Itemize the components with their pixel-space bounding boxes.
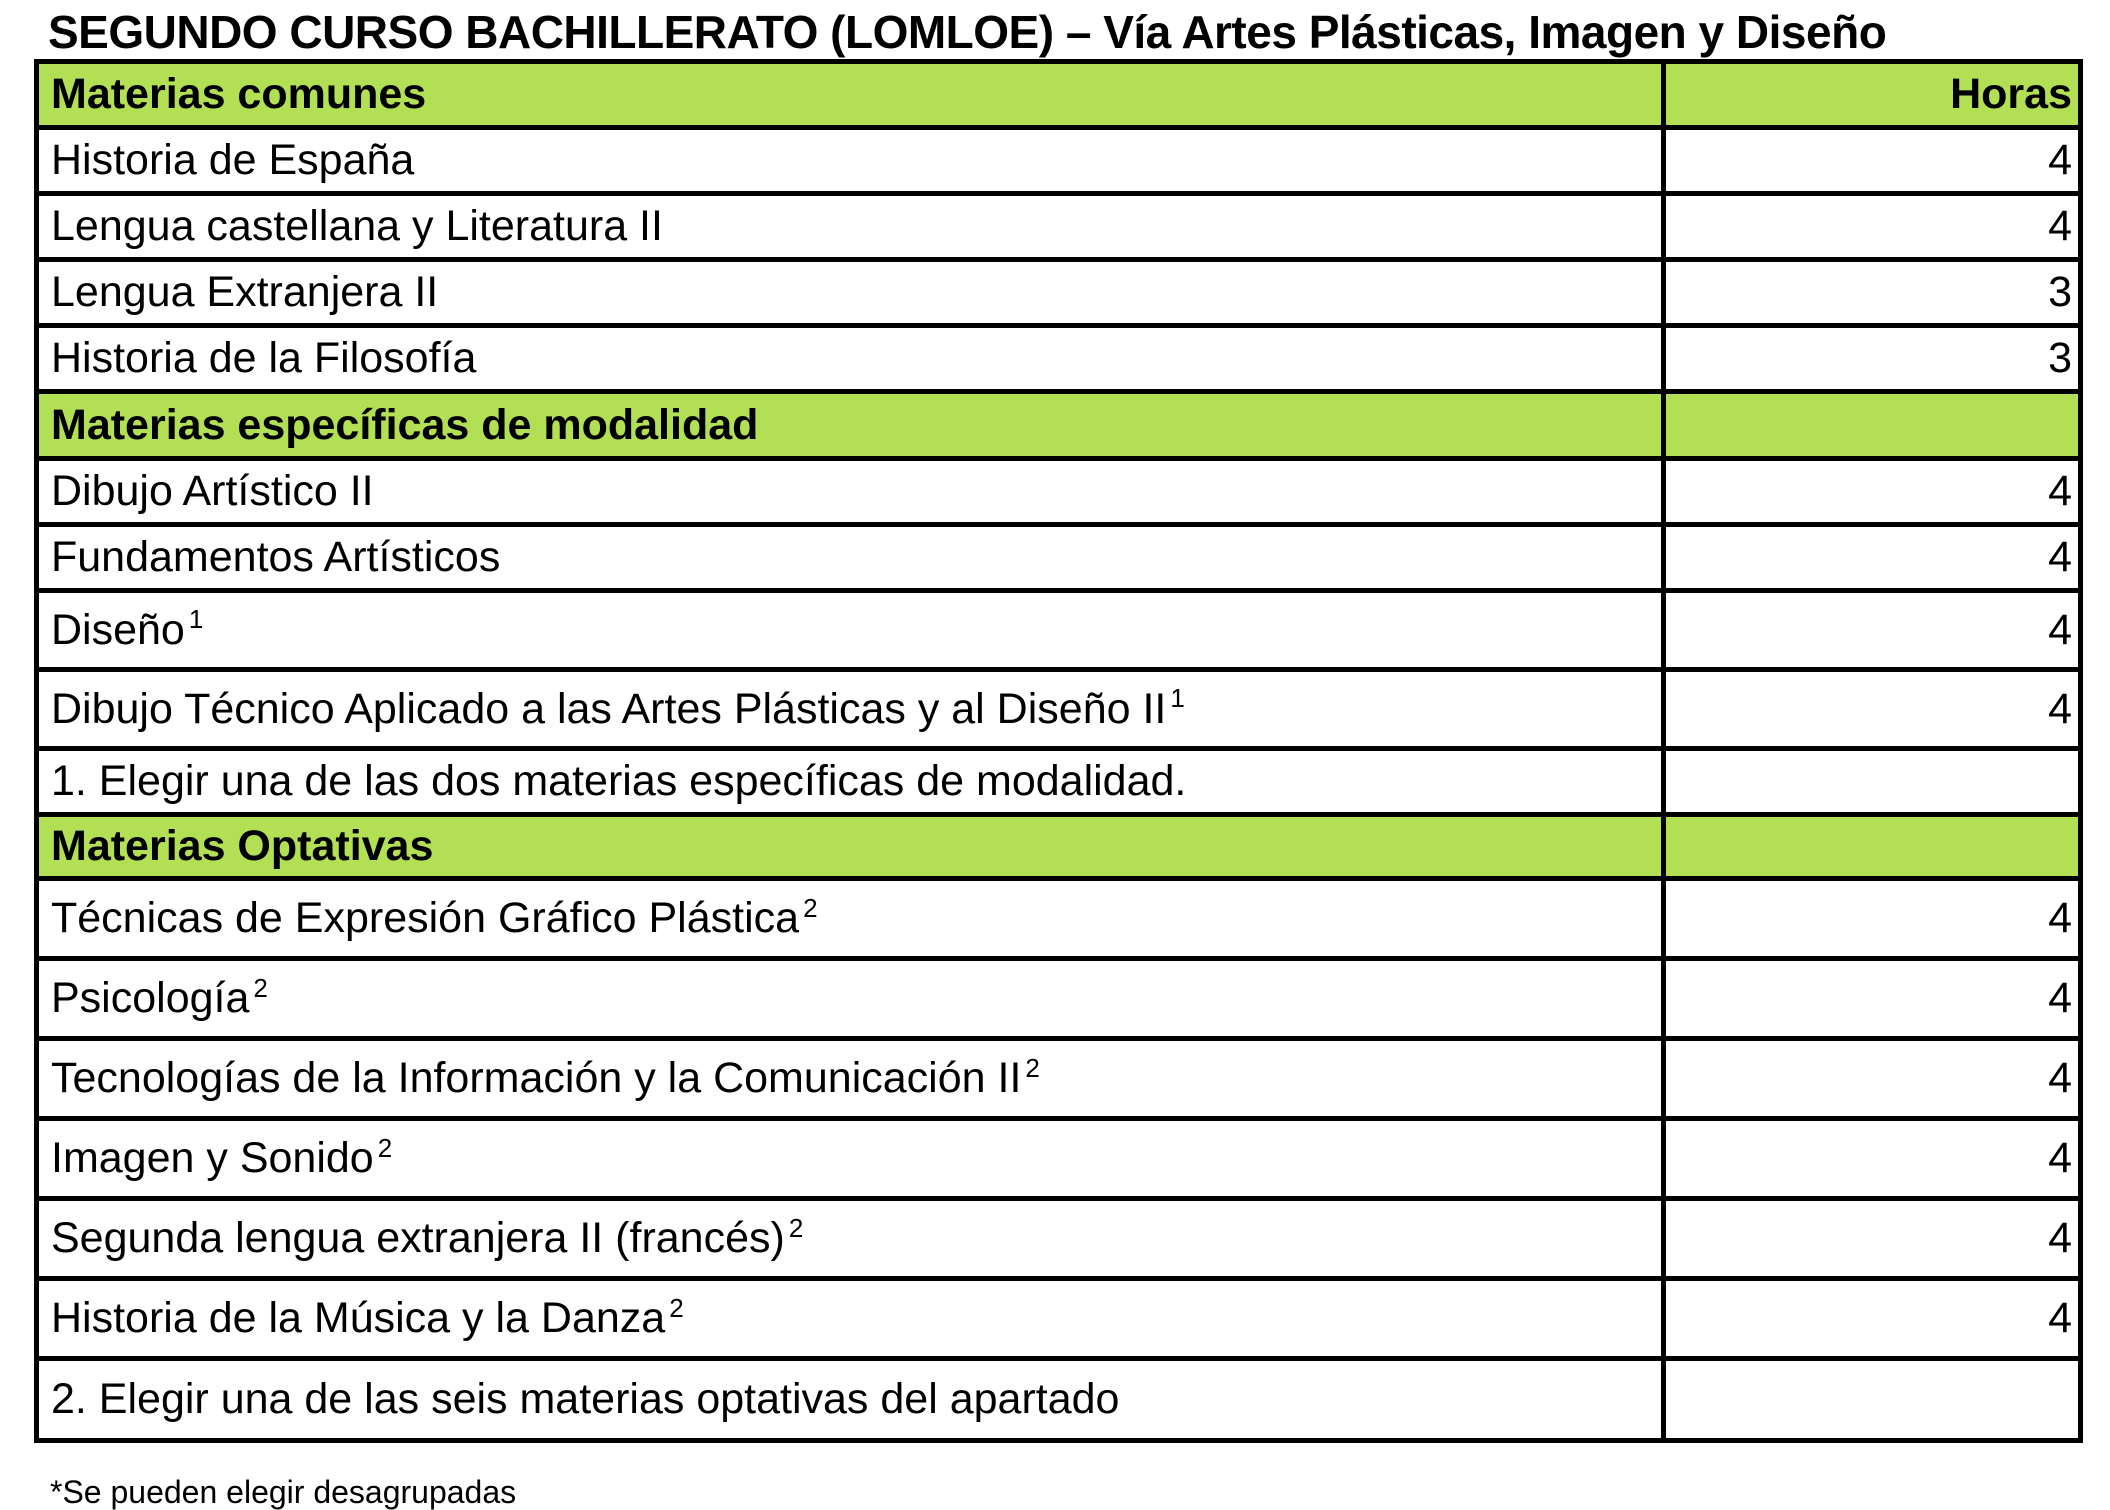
hours-column-header: Horas bbox=[1664, 62, 2081, 128]
subject-name: Lengua Extranjera II bbox=[37, 260, 1664, 326]
subject-hours: 4 bbox=[1664, 459, 2081, 525]
table-row bbox=[37, 879, 2081, 959]
footnote-marker: 2 bbox=[803, 892, 818, 923]
subject-name: Psicología bbox=[51, 974, 250, 1022]
footnote-row bbox=[37, 749, 2081, 815]
footnote-hours-empty bbox=[1664, 1359, 2081, 1441]
footnote-row bbox=[37, 1359, 2081, 1441]
subject-hours: 3 bbox=[1664, 326, 2081, 392]
footnote-marker: 1 bbox=[1170, 683, 1185, 714]
subject-name: Diseño bbox=[51, 605, 185, 654]
subjects-table bbox=[34, 59, 2083, 1443]
table-row bbox=[37, 591, 2081, 670]
section-header-hours-empty bbox=[1664, 815, 2081, 879]
section-header-row bbox=[37, 62, 2081, 128]
footnote-marker: 2 bbox=[669, 1292, 684, 1323]
subject-hours: 4 bbox=[1664, 1199, 2081, 1279]
table-row bbox=[37, 1279, 2081, 1359]
subject-name-cell bbox=[37, 591, 1664, 670]
subject-name: Tecnologías de la Información y la Comunicación II bbox=[51, 1054, 1022, 1102]
section-header-optativas: Materias Optativas bbox=[37, 815, 1664, 879]
subject-name-cell bbox=[37, 1119, 1664, 1199]
subject-name: Lengua castellana y Literatura II bbox=[37, 194, 1664, 260]
subject-name: Dibujo Técnico Aplicado a las Artes Plásticas y al Diseño II bbox=[51, 684, 1167, 733]
footer-note: *Se pueden elegir desagrupadas bbox=[50, 1474, 517, 1510]
subject-name: Técnicas de Expresión Gráfico Plástica bbox=[51, 894, 800, 942]
section-header-comunes: Materias comunes bbox=[37, 62, 1664, 128]
subject-hours: 4 bbox=[1664, 1039, 2081, 1119]
subject-hours: 4 bbox=[1664, 128, 2081, 194]
subject-hours: 4 bbox=[1664, 525, 2081, 591]
subject-name: Segunda lengua extranjera II (francés) bbox=[51, 1214, 785, 1262]
section-header-row bbox=[37, 392, 2081, 459]
table-row bbox=[37, 1119, 2081, 1199]
subject-name: Dibujo Artístico II bbox=[37, 459, 1664, 525]
footnote-marker: 2 bbox=[253, 972, 268, 1003]
footnote-marker: 1 bbox=[188, 604, 204, 635]
subject-name: Historia de España bbox=[37, 128, 1664, 194]
subject-hours: 4 bbox=[1664, 879, 2081, 959]
subject-hours: 4 bbox=[1664, 194, 2081, 260]
subject-name-cell bbox=[37, 879, 1664, 959]
table-row bbox=[37, 670, 2081, 749]
table-row bbox=[37, 326, 2081, 392]
section-header-especificas: Materias específicas de modalidad bbox=[37, 392, 1664, 459]
section-header-row bbox=[37, 815, 2081, 879]
page-title: SEGUNDO CURSO BACHILLERATO (LOMLOE) – Vía Artes Plásticas, Imagen y Diseño bbox=[48, 6, 1887, 58]
footnote-marker: 2 bbox=[377, 1132, 393, 1163]
subject-hours: 4 bbox=[1664, 1279, 2081, 1359]
table-row bbox=[37, 1199, 2081, 1279]
subject-name: Historia de la Música y la Danza bbox=[51, 1294, 666, 1342]
subject-name-cell bbox=[37, 1199, 1664, 1279]
subject-hours: 4 bbox=[1664, 959, 2081, 1039]
subject-name-cell bbox=[37, 959, 1664, 1039]
table-row bbox=[37, 459, 2081, 525]
subject-hours: 4 bbox=[1664, 670, 2081, 749]
subject-hours: 4 bbox=[1664, 591, 2081, 670]
subject-hours: 4 bbox=[1664, 1119, 2081, 1199]
footnote-hours-empty bbox=[1664, 749, 2081, 815]
subject-name: Imagen y Sonido bbox=[51, 1134, 374, 1182]
table-row bbox=[37, 525, 2081, 591]
subject-name-cell bbox=[37, 1039, 1664, 1119]
subject-name: Fundamentos Artísticos bbox=[37, 525, 1664, 591]
subject-name: Historia de la Filosofía bbox=[37, 326, 1664, 392]
subject-name-cell bbox=[37, 670, 1664, 749]
subject-name-cell bbox=[37, 1279, 1664, 1359]
footnote-especificas: 1. Elegir una de las dos materias específicas de modalidad. bbox=[37, 749, 1664, 815]
table-row bbox=[37, 194, 2081, 260]
table-row bbox=[37, 1039, 2081, 1119]
subject-hours: 3 bbox=[1664, 260, 2081, 326]
footnote-marker: 2 bbox=[1025, 1052, 1040, 1083]
table-row bbox=[37, 260, 2081, 326]
section-header-hours-empty bbox=[1664, 392, 2081, 459]
table-row bbox=[37, 128, 2081, 194]
footnote-optativas: 2. Elegir una de las seis materias optativas del apartado bbox=[37, 1359, 1664, 1441]
footnote-marker: 2 bbox=[788, 1212, 804, 1243]
table-row bbox=[37, 959, 2081, 1039]
